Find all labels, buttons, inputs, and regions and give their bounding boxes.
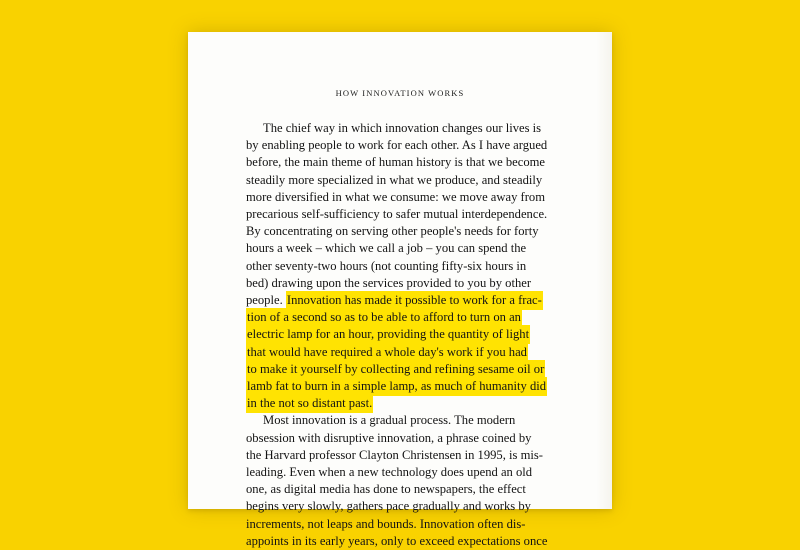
text-line xyxy=(246,206,554,223)
text-line xyxy=(246,464,554,481)
text-line xyxy=(246,292,554,309)
highlighted-text: lamb fat to burn in a simple lamp, as much of humanity did xyxy=(246,377,547,396)
text-line xyxy=(246,154,554,171)
text-line xyxy=(246,326,554,343)
text-line xyxy=(246,430,554,447)
text-line xyxy=(246,481,554,498)
text-line xyxy=(246,412,554,429)
text-line xyxy=(246,447,554,464)
line-text: appoints in its early years, only to exceed expectations once xyxy=(246,533,548,548)
highlighted-text: that would have required a whole day's work if you had xyxy=(246,343,528,362)
text-line xyxy=(246,361,554,378)
highlighted-text: in the not so distant past. xyxy=(246,394,373,413)
running-head: HOW INNOVATION WORKS xyxy=(335,88,465,98)
text-line xyxy=(246,498,554,515)
text-line xyxy=(246,516,554,533)
text-line xyxy=(246,533,554,550)
line-text: begins very slowly, gathers pace gradually and works by xyxy=(246,499,531,514)
highlighted-text: Innovation has made it possible to work for a frac- xyxy=(286,291,543,310)
highlighted-text: tion of a second so as to be able to afford to turn on an xyxy=(246,308,522,327)
line-text: Most innovation is a gradual process. The modern xyxy=(263,413,516,428)
text-line xyxy=(246,172,554,189)
text-line xyxy=(246,137,554,154)
line-text: steadily more specialized in what we produce, and steadily xyxy=(246,172,543,187)
line-text: precarious self-sufficiency to safer mutual interdependence. xyxy=(246,207,548,222)
paragraph xyxy=(246,412,554,550)
line-text: leading. Even when a new technology does upend an old xyxy=(246,465,533,480)
line-text: more diversified in what we consume: we move away from xyxy=(246,189,546,204)
text-line xyxy=(246,309,554,326)
line-text: by enabling people to work for each other. As I have argued xyxy=(246,138,548,153)
line-text: the Harvard professor Clayton Christensen in 1995, is mis- xyxy=(246,447,543,462)
paragraph-container xyxy=(246,120,554,550)
book-page xyxy=(188,32,612,548)
line-text: bed) drawing upon the services provided to you by other xyxy=(246,275,532,290)
text-line xyxy=(246,223,554,240)
line-text: other seventy-two hours (not counting fifty-six hours in xyxy=(246,258,527,273)
highlighted-text: electric lamp for an hour, providing the quantity of light xyxy=(246,325,530,344)
text-line xyxy=(246,258,554,275)
text-line xyxy=(246,240,554,257)
text-line xyxy=(246,344,554,361)
line-text: obsession with disruptive innovation, a phrase coined by xyxy=(246,430,532,445)
paragraph xyxy=(246,120,554,412)
line-text: one, as digital media has done to newspapers, the effect xyxy=(246,482,526,497)
text-line xyxy=(246,395,554,412)
text-line xyxy=(246,378,554,395)
line-text: By concentrating on serving other people's needs for forty xyxy=(246,224,539,239)
text-line xyxy=(246,189,554,206)
line-text: increments, not leaps and bounds. Innovation often dis- xyxy=(246,516,526,531)
line-text: The chief way in which innovation changes our lives is xyxy=(263,121,542,135)
text-line xyxy=(246,120,554,137)
line-text: before, the main theme of human history is that we become xyxy=(246,155,546,170)
highlighted-text: to make it yourself by collecting and refining sesame oil or xyxy=(246,360,545,379)
line-text: hours a week – which we call a job – you can spend the xyxy=(246,241,527,256)
page-text-block xyxy=(246,88,554,550)
line-text-plain: people. xyxy=(246,293,286,308)
text-line xyxy=(246,275,554,292)
